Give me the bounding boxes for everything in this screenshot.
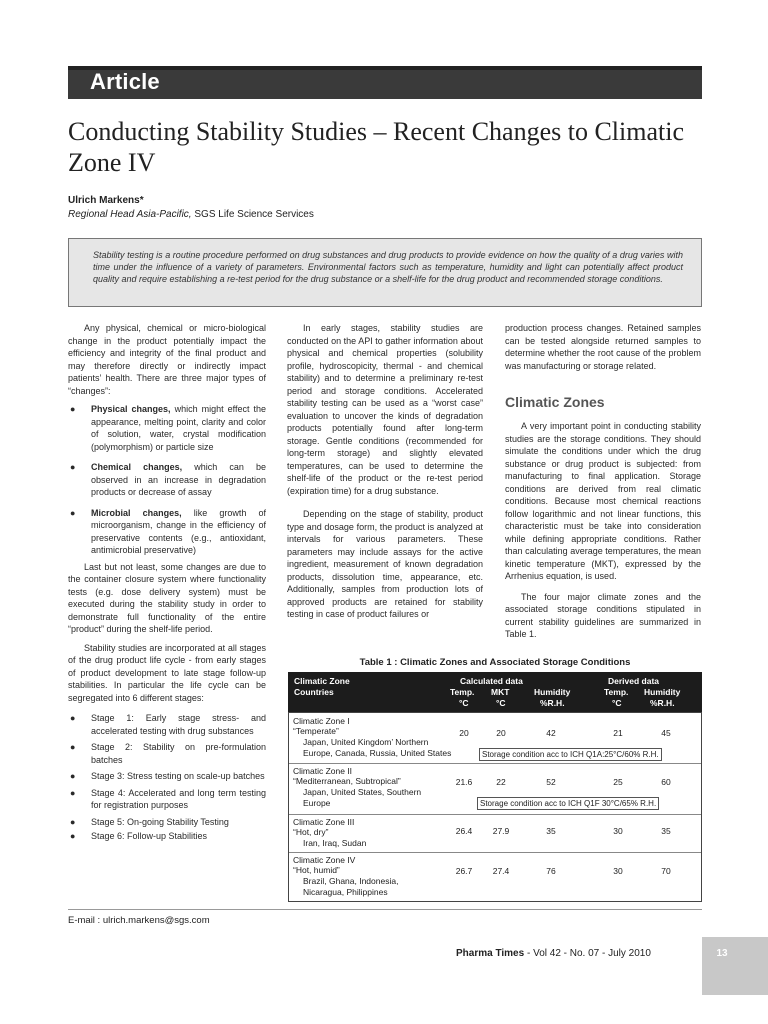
change-text: which might effect the appearance, melting point, clarity and color of solution, water, crystal modification (polymorphism) or particle size [91,404,266,452]
cell-derived-humidity: 35 [661,826,671,836]
author-affiliation [68,209,314,220]
cell-temp: 20 [459,728,469,738]
table-row [289,815,701,853]
zone-name: Climatic Zone I [293,716,350,726]
zone-countries-cont: Europe [303,798,331,808]
header-zone: Climatic Zone [294,676,350,686]
header-derived-temp: Temp. [604,687,629,697]
zone-name: Climatic Zone III [293,817,355,827]
paragraph: Depending on the stage of stability, product type and dosage form, the product is analyzed at intervals for various parameters. These parameters may include assays for the active ingredient, measurement of known degradation products, dissolution time, appearance, etc. Additionally, samples from production lots of approved products are retained for stability testing in case of product failures or [287,509,483,619]
bullet-icon: ● [70,713,76,723]
storage-condition: Storage condition acc to ICH Q1A:25°C/60% R.H. [479,748,662,761]
zone-name: Climatic Zone IV [293,855,356,865]
zone-type: “Mediterranean, Subtropical” [293,776,401,786]
table-row [289,853,701,901]
list-item [68,403,266,453]
cell-humidity: 76 [546,866,556,876]
zone-countries: Iran, Iraq, Sudan [303,838,367,848]
cell-derived-humidity: 60 [661,777,671,787]
author-name: Ulrich Markens* [68,195,144,206]
cell-mkt: 27.4 [492,866,510,876]
column-3 [505,322,701,372]
cell-humidity: 52 [546,777,556,787]
stage-text: Stage 6: Follow-up Stabilities [91,831,208,841]
journal-name: Pharma Times [456,948,525,959]
zone-countries: Brazil, Ghana, Indonesia, [303,876,399,886]
cell-temp: 21.6 [455,777,473,787]
paragraph: production process changes. Retained samples can be tested alongside returned samples to determine whether the root cause of the problem was manufacturing or storage related. [505,323,701,371]
journal-info [456,948,651,959]
change-text: like growth of microorganism, change in the efficiency of preservative contents (e.g., antioxidant, antimicrobial preservative) [91,507,266,555]
stage-text: Stage 3: Stress testing on scale-up batches [91,771,265,781]
list-item [68,787,266,812]
change-term: Physical changes, [91,404,171,414]
zone-name: Climatic Zone II [293,766,353,776]
bullet-icon: ● [70,507,76,518]
cell-humidity: 35 [546,826,556,836]
cell-mkt: 27.9 [492,826,510,836]
column-1 [68,322,266,843]
bullet-icon: ● [70,816,76,827]
list-item [68,770,266,783]
page-number: 13 [716,948,728,959]
zone-countries-cont: Nicaragua, Philippines [303,887,388,897]
table-header [288,672,702,712]
change-text: which can be observed in an increase in degradation products or decrease of assay [91,462,266,497]
cell-derived-humidity: 70 [661,866,671,876]
cell-derived-temp: 30 [613,866,623,876]
header-rule [68,66,702,70]
table-body [288,712,702,902]
bullet-icon: ● [70,787,76,798]
header-derived-humidity-unit: %R.H. [650,698,675,708]
header-derived-temp-unit: °C [612,698,622,708]
zone-type: “Hot, humid” [293,865,340,875]
header-temp-unit: °C [459,698,469,708]
header-derived: Derived data [608,676,660,686]
stage-text: Stage 1: Early stage stress- and accelerated testing with drug substances [91,713,266,736]
cell-derived-humidity: 45 [661,728,671,738]
table-caption: Table 1 : Climatic Zones and Associated Storage Conditions [359,657,631,668]
header-humidity: Humidity [534,687,571,697]
header-countries: Countries [294,687,334,697]
section-heading: Climatic Zones [505,394,605,410]
header-temp: Temp. [450,687,475,697]
column-2 [287,322,483,621]
header-humidity-unit: %R.H. [540,698,565,708]
header-mkt: MKT [491,687,510,697]
stage-text: Stage 5: On-going Stability Testing [91,816,229,827]
page-number-box [702,937,768,995]
list-item [68,507,266,557]
cell-derived-temp: 30 [613,826,623,836]
list-item [68,741,266,766]
zone-countries-cont: Europe, Canada, Russia, United States [303,748,452,758]
cell-mkt: 20 [496,728,506,738]
affiliation-role: Regional Head Asia-Pacific, [68,209,192,220]
table-row [289,764,701,814]
abstract-text: Stability testing is a routine procedure performed on drug substances and drug products to provide evidence on how the quality of a drug varies with time under the influence of a variety of parameters. Environmental factors such as temperature, humidity and light can potentially affect product quality and require establishing a re-test period for the drug substance or a shelf-life for the drug product and recommended storage conditions. [93,250,683,285]
cell-temp: 26.7 [455,866,473,876]
section-label: Article [90,69,160,94]
abstract-box [68,238,702,307]
cell-mkt: 22 [496,777,506,787]
zone-type: “Hot, dry” [293,827,329,837]
zone-countries: Japan, United States, Southern [303,787,422,797]
zone-countries: Japan, United Kingdom’ Northern [303,737,429,747]
table-row [289,713,701,763]
footer-rule [68,909,702,910]
affiliation-org: SGS Life Science Services [191,209,314,220]
bullet-icon: ● [70,404,76,414]
cell-humidity: 42 [546,728,556,738]
list-item [68,461,266,499]
paragraph: In early stages, stability studies are conducted on the API to gather information about physical and chemical properties (solubility profile, hydroscopicity, thermal - and chemical stability) and to determine a preliminary re-test period and storage conditions. Accelerated stability testing can be used as a “worst case” evaluation to uncover the kinds of degradation products potentially found after long-term storage. Gentle conditions (recommended for long-term storage) and slightly elevated temperatures, can be used to determine the shelf-life of the product or the re-test period (expiration time) for a drug substance. [287,323,483,496]
paragraph: Any physical, chemical or micro-biological change in the product potentially impact the efficiency and integrity of the final product and may therefore directly or indirectly impact patients’ health. There are three major types of “changes”: [68,323,266,396]
paragraph: The four major climate zones and the associated storage conditions stipulated in current stability guidelines are summarized in Table 1. [505,591,701,639]
column-3-continued [505,420,701,641]
storage-condition: Storage condition acc to ICH Q1F 30°C/65% R.H. [477,797,659,810]
article-header-bar [68,66,702,99]
bullet-icon: ● [70,771,76,781]
bullet-icon: ● [70,742,76,752]
stage-text: Stage 2: Stability on pre-formulation batches [91,742,266,765]
cell-derived-temp: 21 [613,728,623,738]
stage-text: Stage 4: Accelerated and long term testing for registration purposes [91,787,266,810]
list-item [68,830,266,843]
header-derived-humidity: Humidity [644,687,681,697]
paragraph: Stability studies are incorporated at all stages of the drug product life cycle - from early stages of product development to late stage follow-up stabilities. In particular the life cycle can be segregated into 6 different stages: [68,642,266,703]
zone-type: “Temperate” [293,726,339,736]
cell-derived-temp: 25 [613,777,623,787]
header-mkt-unit: °C [496,698,506,708]
change-term: Microbial changes, [91,507,182,518]
bullet-icon: ● [70,462,76,472]
cell-temp: 26.4 [455,826,473,836]
list-item [68,712,266,737]
paragraph: Last but not least, some changes are due to the container closure system where functionality tests (e.g. dose delivery system) must be executed during the stability study in order to demonstrate full functionality of the entire “product” during the shelf-life period. [68,561,266,634]
header-calculated: Calculated data [460,676,523,686]
journal-issue: - Vol 42 - No. 07 - July 2010 [524,948,651,959]
paragraph: A very important point in conducting stability studies are the storage conditions. They should simulate the conditions under which the drug substance or drug product is subjected: from manufacturing to final application. Storage conditions are derived from real climatic conditions. Because most chemical reactions follow logarithmic and not linear functions, this characteristic must be take into consideration while defining appropriate conditions. Rather than calculating average temperatures, the mean kinetic temperature (MKT), expressed by the Arrhenius equation, is used. [505,421,701,581]
article-title: Conducting Stability Studies – Recent Changes to Climatic Zone IV [68,117,685,177]
change-term: Chemical changes, [91,462,183,472]
bullet-icon: ● [70,831,76,841]
author-email: E-mail : ulrich.markens@sgs.com [68,915,210,926]
list-item [68,816,266,829]
